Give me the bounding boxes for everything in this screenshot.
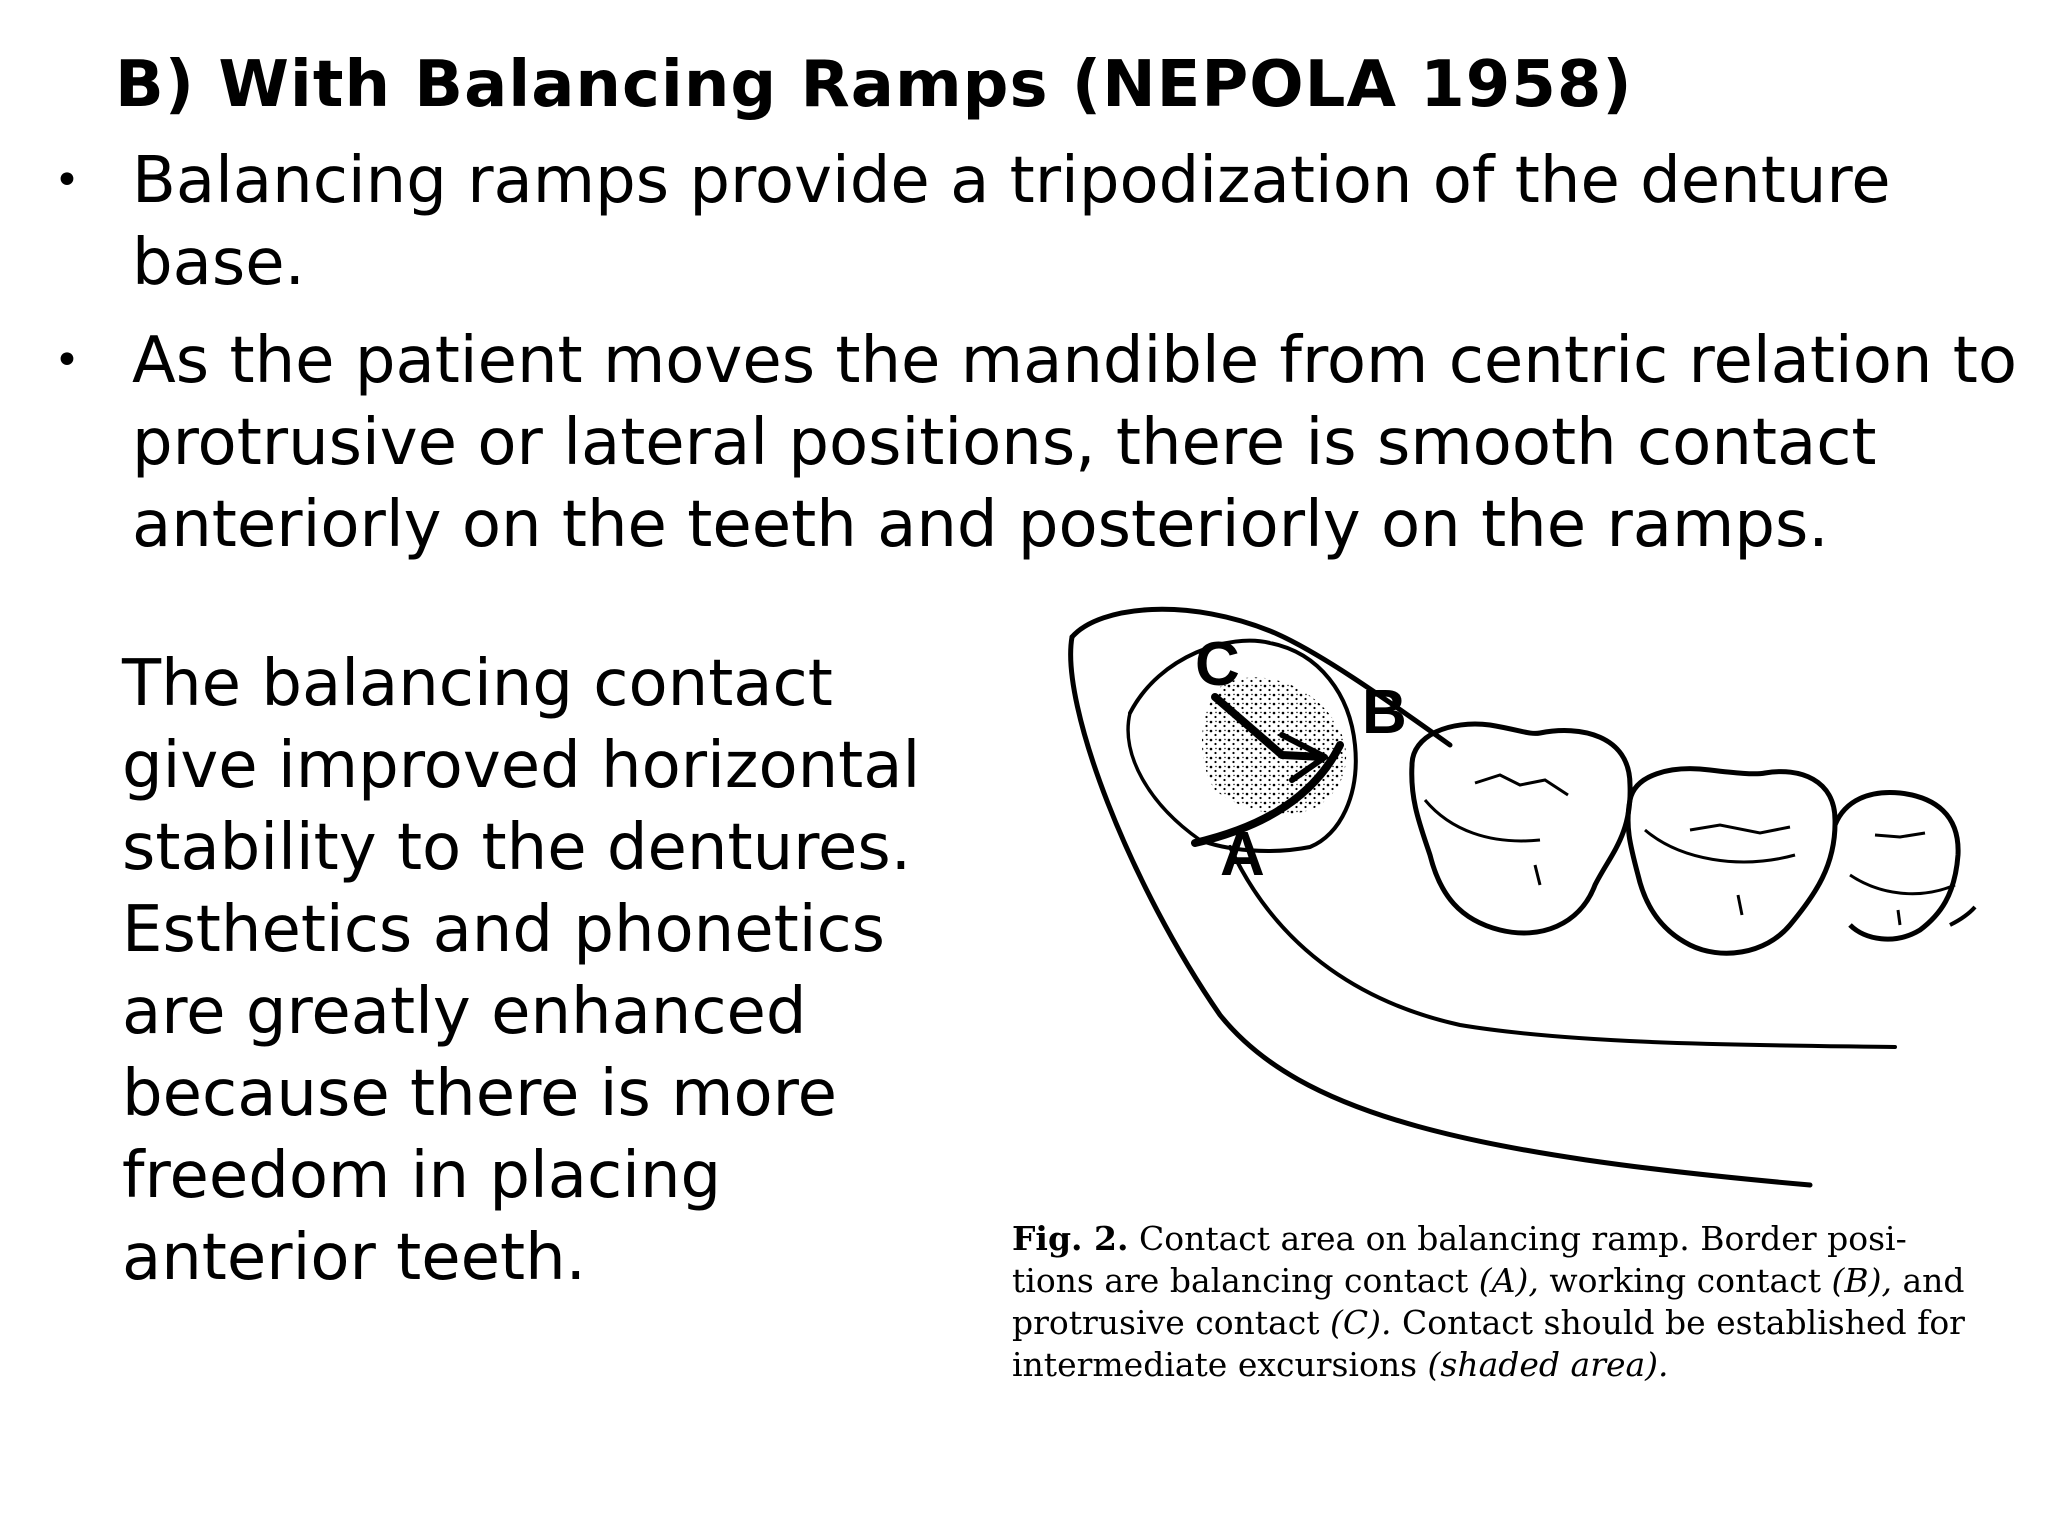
caption-line: tions are balancing contact (A), working contact (B), and (1012, 1261, 1965, 1300)
molar-tooth (1412, 724, 1630, 933)
side-paragraph-line: stability to the dentures. (122, 811, 912, 885)
bullet-item (52, 140, 2042, 304)
balancing-ramp-figure (1020, 585, 2000, 1205)
side-paragraph-line: because there is more (122, 1057, 837, 1131)
bullet-marker: • (54, 155, 80, 206)
outer-ridge-lower (1071, 637, 1810, 1185)
slide-title: B) With Balancing Ramps (NEPOLA 1958) (115, 48, 1633, 122)
side-paragraph-line: are greatly enhanced (122, 975, 807, 1049)
figure-caption (1012, 1218, 2002, 1386)
side-paragraph-line: anterior teeth. (122, 1221, 586, 1295)
bullet-marker: • (54, 335, 80, 386)
side-paragraph-line: The balancing contact (122, 647, 833, 721)
bullet-text: As the patient moves the mandible from centric relation to protrusive or lateral positions, there is smooth contact anteriorly on the teeth and posteriorly on the ramps. (132, 324, 2017, 562)
bullet-item (52, 320, 2042, 566)
bullet-list (52, 140, 2042, 582)
caption-line: Fig. 2. Contact area on balancing ramp. Border posi- (1012, 1219, 1907, 1258)
caption-fig-number: Fig. 2. (1012, 1219, 1129, 1258)
side-paragraph-line: give improved horizontal (122, 729, 921, 803)
label-b: B (1362, 678, 1407, 747)
ramp-front-edge (1128, 713, 1200, 840)
label-c: C (1195, 630, 1240, 699)
side-paragraph-line: freedom in placing (122, 1139, 722, 1213)
inner-ridge-line (1230, 847, 1895, 1047)
label-a: A (1220, 820, 1265, 889)
side-paragraph-line: Esthetics and phonetics (122, 893, 885, 967)
bullet-text: Balancing ramps provide a tripodization of the denture base. (132, 144, 1891, 300)
caption-line: protrusive contact (C). Contact should be established for (1012, 1303, 1965, 1342)
premolar-tooth (1835, 792, 1958, 939)
side-paragraph (122, 643, 942, 1299)
caption-line: intermediate excursions (shaded area). (1012, 1345, 1669, 1384)
